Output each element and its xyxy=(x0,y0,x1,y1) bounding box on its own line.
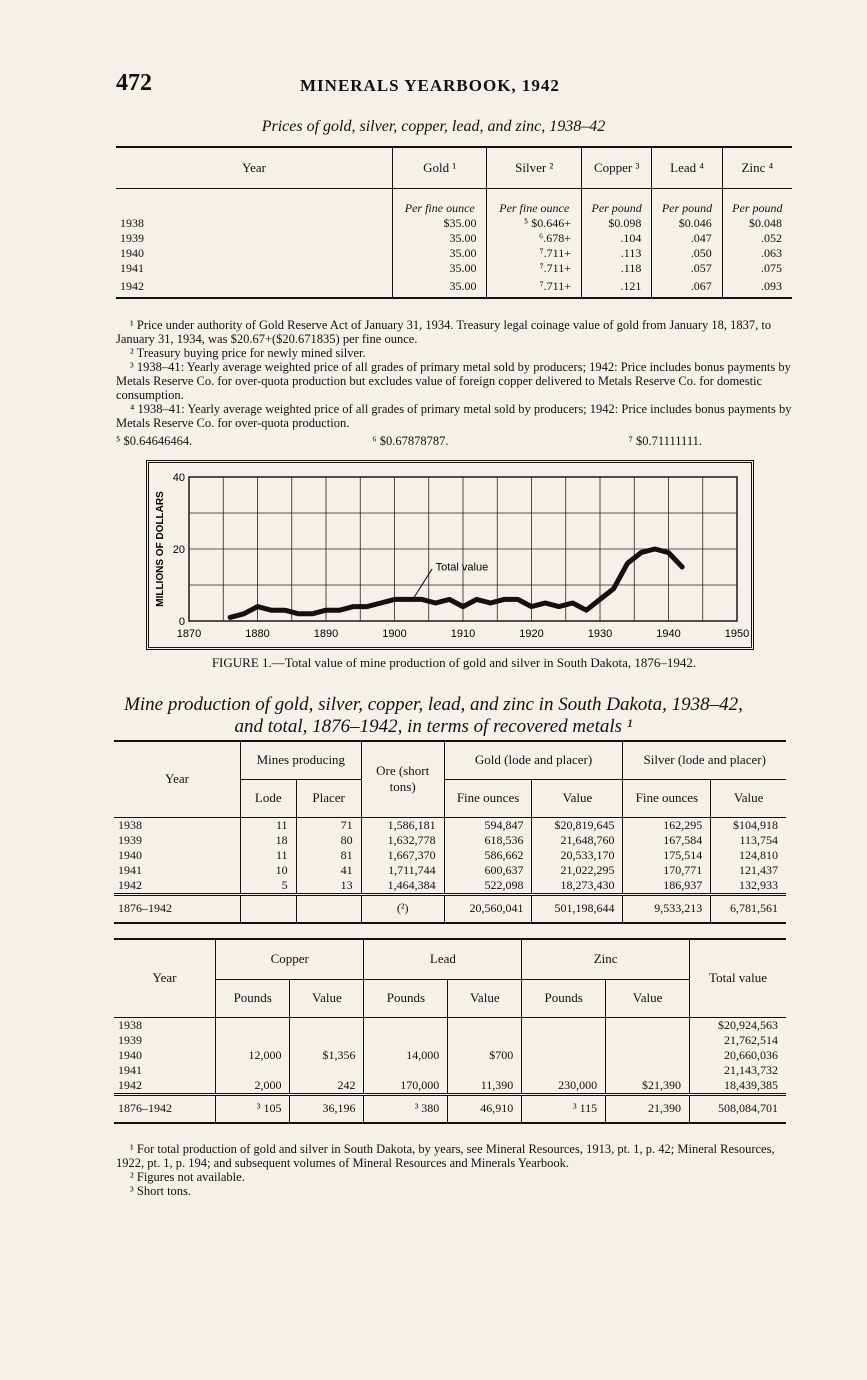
col-gold: Gold (lode and placer) xyxy=(444,741,623,779)
row-pb-lb xyxy=(364,1017,448,1033)
col-silver-value: Value xyxy=(711,779,786,817)
row-pb-lb xyxy=(364,1033,448,1048)
data-point xyxy=(475,598,478,601)
row-gold-value: 21,648,760 xyxy=(532,833,623,848)
row-cu-val: $1,356 xyxy=(290,1048,364,1063)
row-year: 1942 xyxy=(120,279,144,293)
row-placer: 13 xyxy=(296,878,361,895)
row-cu-val xyxy=(290,1033,364,1048)
unit-year xyxy=(116,189,393,217)
row-year: 1939 xyxy=(120,231,144,245)
table-row xyxy=(114,1048,786,1063)
row-gold-value: 21,022,295 xyxy=(532,863,623,878)
data-point xyxy=(503,598,506,601)
x-tick-label: 1910 xyxy=(450,628,476,640)
row-lead: .057 xyxy=(652,261,722,276)
table-row xyxy=(116,231,792,246)
production-footnotes xyxy=(116,1142,792,1198)
data-point xyxy=(530,605,533,608)
price-footnotes xyxy=(116,318,792,448)
row-ore: 1,711,744 xyxy=(361,863,444,878)
x-tick-label: 1920 xyxy=(519,628,544,640)
data-point xyxy=(270,609,273,612)
col-lode: Lode xyxy=(241,779,297,817)
table-row xyxy=(114,1078,786,1095)
row-cu-lb xyxy=(216,1033,290,1048)
table-row xyxy=(114,863,786,878)
total-pb-lb: ³ 380 xyxy=(364,1094,448,1123)
row-pb-val xyxy=(448,1017,522,1033)
row-silver-oz: 170,771 xyxy=(623,863,711,878)
row-gold-oz: 600,637 xyxy=(444,863,532,878)
col-zinc: Zinc xyxy=(522,939,690,979)
row-zinc: $0.048 xyxy=(722,216,792,231)
data-point xyxy=(653,548,656,551)
row-silver-value: 113,754 xyxy=(711,833,786,848)
col-zn-val: Value xyxy=(606,979,690,1017)
inline-footnotes xyxy=(116,430,792,448)
row-zinc: .093 xyxy=(722,276,792,298)
row-pb-val: 11,390 xyxy=(448,1078,522,1095)
data-point xyxy=(626,562,629,565)
col-cu-val: Value xyxy=(290,979,364,1017)
data-point xyxy=(283,609,286,612)
row-ore: 1,464,384 xyxy=(361,878,444,895)
data-point xyxy=(352,605,355,608)
row-year: 1942 xyxy=(118,1077,142,1092)
row-gold: 35.00 xyxy=(393,261,487,276)
total-zn-val: 21,390 xyxy=(606,1094,690,1123)
total-zn-lb: ³ 115 xyxy=(522,1094,606,1123)
row-ore: 1,667,370 xyxy=(361,848,444,863)
row-zn-lb xyxy=(522,1033,606,1048)
production-table-2 xyxy=(114,938,786,1124)
unit-copper: Per pound xyxy=(581,189,651,217)
row-lode: 10 xyxy=(241,863,297,878)
value-chart xyxy=(149,463,751,647)
series-line-total-value xyxy=(230,549,682,617)
row-gold: 35.00 xyxy=(393,231,487,246)
row-total: 18,439,385 xyxy=(690,1078,787,1095)
data-point xyxy=(448,598,451,601)
row-pb-lb: 170,000 xyxy=(364,1078,448,1095)
unit-gold: Per fine ounce xyxy=(393,189,487,217)
total-cu-val: 36,196 xyxy=(290,1094,364,1123)
row-silver: ⁷.711+ xyxy=(487,261,581,276)
row-silver-oz: 186,937 xyxy=(623,878,711,895)
row-year: 1939 xyxy=(118,1032,142,1047)
unit-silver: Per fine ounce xyxy=(487,189,581,217)
table-row xyxy=(114,878,786,895)
y-tick-label: 20 xyxy=(172,544,185,556)
col-cu-lb: Pounds xyxy=(216,979,290,1017)
row-placer: 41 xyxy=(296,863,361,878)
footnote: ⁵ $0.64646464. xyxy=(116,434,193,448)
data-point xyxy=(325,609,328,612)
row-copper: .113 xyxy=(581,246,651,261)
footnote: ³ 1938–41: Yearly average weighted price of all grades of primary metal sold by producers; 1942: Price includes bonus payments by Metals Reserve Co. for over-quota production but excludes value of foreign copper delivered to Metals Reserve Co. for domestic consumption. xyxy=(116,360,791,402)
y-tick-label: 0 xyxy=(178,616,185,628)
row-cu-lb xyxy=(216,1063,290,1078)
footnote: ² Figures not available. xyxy=(130,1170,245,1184)
data-point xyxy=(640,551,643,554)
data-point xyxy=(420,598,423,601)
table-row xyxy=(114,833,786,848)
title-line-2: and total, 1876–1942, in terms of recovered metals ¹ xyxy=(234,716,633,737)
row-year: 1941 xyxy=(118,862,142,877)
col-placer: Placer xyxy=(296,779,361,817)
total-silver-value: 6,781,561 xyxy=(711,894,786,923)
row-year: 1941 xyxy=(118,1062,142,1077)
row-gold-oz: 522,098 xyxy=(444,878,532,895)
production-table xyxy=(114,740,786,924)
table-row xyxy=(114,848,786,863)
footnote: ³ Short tons. xyxy=(130,1184,192,1198)
row-pb-lb xyxy=(364,1063,448,1078)
row-silver-value: 132,933 xyxy=(711,878,786,895)
col-silver: Silver (lode and placer) xyxy=(623,741,786,779)
col-total: Total value xyxy=(690,939,787,1017)
col-pb-val: Value xyxy=(448,979,522,1017)
x-tick-label: 1880 xyxy=(245,628,270,640)
production-table-title xyxy=(0,694,867,738)
y-axis-label: MILLIONS OF DOLLARS xyxy=(155,491,166,607)
data-point xyxy=(516,598,519,601)
row-placer: 81 xyxy=(296,848,361,863)
unit-zinc: Per pound xyxy=(722,189,792,217)
row-silver: ⁶.678+ xyxy=(487,231,581,246)
row-silver-value: 124,810 xyxy=(711,848,786,863)
col-zn-lb: Pounds xyxy=(522,979,606,1017)
row-gold: 35.00 xyxy=(393,276,487,298)
row-zn-lb: 230,000 xyxy=(522,1078,606,1095)
total-pb-val: 46,910 xyxy=(448,1094,522,1123)
row-placer: 80 xyxy=(296,833,361,848)
total-value: 508,084,701 xyxy=(690,1094,787,1123)
data-point xyxy=(297,612,300,615)
row-zn-val xyxy=(606,1033,690,1048)
row-year: 1940 xyxy=(118,847,142,862)
row-placer: 71 xyxy=(296,817,361,833)
row-total: $20,924,563 xyxy=(690,1017,787,1033)
x-tick-label: 1890 xyxy=(313,628,339,640)
row-year: 1938 xyxy=(120,216,144,230)
total-year: 1876–1942 xyxy=(114,894,241,923)
col-copper: Copper xyxy=(216,939,364,979)
data-point xyxy=(407,598,410,601)
row-pb-val xyxy=(448,1063,522,1078)
data-point xyxy=(489,602,492,605)
row-lode: 11 xyxy=(241,817,297,833)
figure-caption: FIGURE 1.—Total value of mine production of gold and silver in South Dakota, 1876–1942. xyxy=(211,655,697,670)
data-point xyxy=(585,609,588,612)
row-gold-oz: 618,536 xyxy=(444,833,532,848)
col-copper: Copper ³ xyxy=(581,147,651,189)
row-silver-oz: 175,514 xyxy=(623,848,711,863)
row-silver: ⁵ $0.646+ xyxy=(487,216,581,231)
col-gold-value: Value xyxy=(532,779,623,817)
row-gold-value: 20,533,170 xyxy=(532,848,623,863)
row-silver-oz: 162,295 xyxy=(623,817,711,833)
x-tick-label: 1940 xyxy=(656,628,681,640)
table-row xyxy=(114,1063,786,1078)
row-ore: 1,586,181 xyxy=(361,817,444,833)
col-lead: Lead ⁴ xyxy=(652,147,722,189)
total-year: 1876–1942 xyxy=(114,1094,216,1123)
row-lead: .047 xyxy=(652,231,722,246)
data-point xyxy=(557,605,560,608)
table-row xyxy=(116,276,792,298)
total-row xyxy=(114,1094,786,1123)
x-tick-label: 1930 xyxy=(587,628,613,640)
row-gold-oz: 586,662 xyxy=(444,848,532,863)
footnote: ⁷ $0.71111111. xyxy=(628,434,702,448)
x-tick-label: 1900 xyxy=(382,628,407,640)
row-cu-val xyxy=(290,1063,364,1078)
col-silver-oz: Fine ounces xyxy=(623,779,711,817)
row-copper: $0.098 xyxy=(581,216,651,231)
table-row xyxy=(114,1033,786,1048)
col-zinc: Zinc ⁴ xyxy=(722,147,792,189)
row-zn-val xyxy=(606,1048,690,1063)
data-point xyxy=(612,587,615,590)
prices-table xyxy=(116,146,792,299)
total-silver-oz: 9,533,213 xyxy=(623,894,711,923)
row-year: 1938 xyxy=(118,1017,142,1032)
row-lode: 5 xyxy=(241,878,297,895)
row-cu-lb: 2,000 xyxy=(216,1078,290,1095)
row-lead: .050 xyxy=(652,246,722,261)
chart-frame xyxy=(146,460,754,650)
total-ore: (²) xyxy=(361,894,444,923)
row-zn-val xyxy=(606,1063,690,1078)
row-gold: $35.00 xyxy=(393,216,487,231)
data-point xyxy=(311,612,314,615)
row-lead: .067 xyxy=(652,276,722,298)
row-silver: ⁷.711+ xyxy=(487,246,581,261)
row-total: 20,660,036 xyxy=(690,1048,787,1063)
row-zn-val xyxy=(606,1017,690,1033)
total-cu-lb: ³ 105 xyxy=(216,1094,290,1123)
row-total: 21,762,514 xyxy=(690,1033,787,1048)
col-mines: Mines producing xyxy=(241,741,362,779)
row-copper: .104 xyxy=(581,231,651,246)
footnote: ¹ For total production of gold and silver in South Dakota, by years, see Mineral Resources, 1913, pt. 1, p. 42; Mineral Resources, 1922, pt. 1, p. 194; and subsequent volumes of Mineral Resources and Minerals Yearbook. xyxy=(116,1142,775,1170)
row-zinc: .063 xyxy=(722,246,792,261)
row-zn-val: $21,390 xyxy=(606,1078,690,1095)
row-gold: 35.00 xyxy=(393,246,487,261)
row-silver-oz: 167,584 xyxy=(623,833,711,848)
title-line-1: Mine production of gold, silver, copper, lead, and zinc in South Dakota, 1938–42, xyxy=(124,694,743,715)
data-point xyxy=(338,609,341,612)
row-gold-value: 18,273,430 xyxy=(532,878,623,895)
row-cu-val: 242 xyxy=(290,1078,364,1095)
table-row xyxy=(116,261,792,276)
col-gold-oz: Fine ounces xyxy=(444,779,532,817)
row-gold-value: $20,819,645 xyxy=(532,817,623,833)
row-pb-val: $700 xyxy=(448,1048,522,1063)
row-cu-lb: 12,000 xyxy=(216,1048,290,1063)
footnote: ⁶ $0.67878787. xyxy=(372,434,449,448)
row-pb-val xyxy=(448,1033,522,1048)
col-lead: Lead xyxy=(364,939,522,979)
unit-lead: Per pound xyxy=(652,189,722,217)
y-tick-label: 40 xyxy=(172,472,185,484)
total-gold-value: 501,198,644 xyxy=(532,894,623,923)
data-point xyxy=(544,602,547,605)
row-cu-lb xyxy=(216,1017,290,1033)
table-row xyxy=(116,216,792,231)
data-point xyxy=(667,551,670,554)
footnote: ⁴ 1938–41: Yearly average weighted price of all grades of primary metal sold by producers; 1942: Price includes bonus payments by Metals Reserve Co. for over-quota production. xyxy=(116,402,792,430)
col-ore: Ore (short tons) xyxy=(361,741,444,817)
col-year: Year xyxy=(114,939,216,1017)
row-year: 1942 xyxy=(118,877,142,892)
total-gold-oz: 20,560,041 xyxy=(444,894,532,923)
row-zn-lb xyxy=(522,1063,606,1078)
annotation-label: Total value xyxy=(435,561,489,574)
row-ore: 1,632,778 xyxy=(361,833,444,848)
row-silver-value: $104,918 xyxy=(711,817,786,833)
footnote: ¹ Price under authority of Gold Reserve Act of January 31, 1934. Treasury legal coinage value of gold from January 18, 1837, to January 31, 1934, was $20.67+($20.671835) per fine ounce. xyxy=(116,318,772,346)
row-silver-value: 121,437 xyxy=(711,863,786,878)
x-tick-label: 1950 xyxy=(724,628,750,640)
row-year: 1941 xyxy=(120,261,144,275)
row-lead: $0.046 xyxy=(652,216,722,231)
col-year: Year xyxy=(116,147,393,189)
data-point xyxy=(229,616,232,619)
data-point xyxy=(462,605,465,608)
data-point xyxy=(681,566,684,569)
running-head: MINERALS YEARBOOK, 1942 xyxy=(300,76,560,95)
total-row xyxy=(114,894,786,923)
table-row xyxy=(114,817,786,833)
data-point xyxy=(379,602,382,605)
row-gold-oz: 594,847 xyxy=(444,817,532,833)
row-zn-lb xyxy=(522,1048,606,1063)
col-pb-lb: Pounds xyxy=(364,979,448,1017)
row-year: 1940 xyxy=(118,1047,142,1062)
data-point xyxy=(366,605,369,608)
row-pb-lb: 14,000 xyxy=(364,1048,448,1063)
row-silver: ⁷.711+ xyxy=(487,276,581,298)
row-copper: .121 xyxy=(581,276,651,298)
page-number: 472 xyxy=(116,70,152,96)
data-point xyxy=(393,598,396,601)
table-row xyxy=(116,246,792,261)
row-year: 1938 xyxy=(118,817,142,832)
row-zinc: .075 xyxy=(722,261,792,276)
data-point xyxy=(242,612,245,615)
row-total: 21,143,732 xyxy=(690,1063,787,1078)
data-point xyxy=(434,602,437,605)
row-cu-val xyxy=(290,1017,364,1033)
col-year: Year xyxy=(114,741,241,817)
row-year: 1940 xyxy=(120,246,144,260)
col-silver: Silver ² xyxy=(487,147,581,189)
footnote: ² Treasury buying price for newly mined silver. xyxy=(130,346,366,360)
x-tick-label: 1870 xyxy=(176,628,202,640)
data-point xyxy=(599,598,602,601)
row-zinc: .052 xyxy=(722,231,792,246)
prices-table-title: Prices of gold, silver, copper, lead, and zinc, 1938–42 xyxy=(261,118,606,135)
table-row xyxy=(114,1017,786,1033)
row-copper: .118 xyxy=(581,261,651,276)
row-zn-lb xyxy=(522,1017,606,1033)
data-point xyxy=(571,602,574,605)
row-lode: 18 xyxy=(241,833,297,848)
row-lode: 11 xyxy=(241,848,297,863)
col-gold: Gold ¹ xyxy=(393,147,487,189)
row-year: 1939 xyxy=(118,832,142,847)
data-point xyxy=(256,605,259,608)
